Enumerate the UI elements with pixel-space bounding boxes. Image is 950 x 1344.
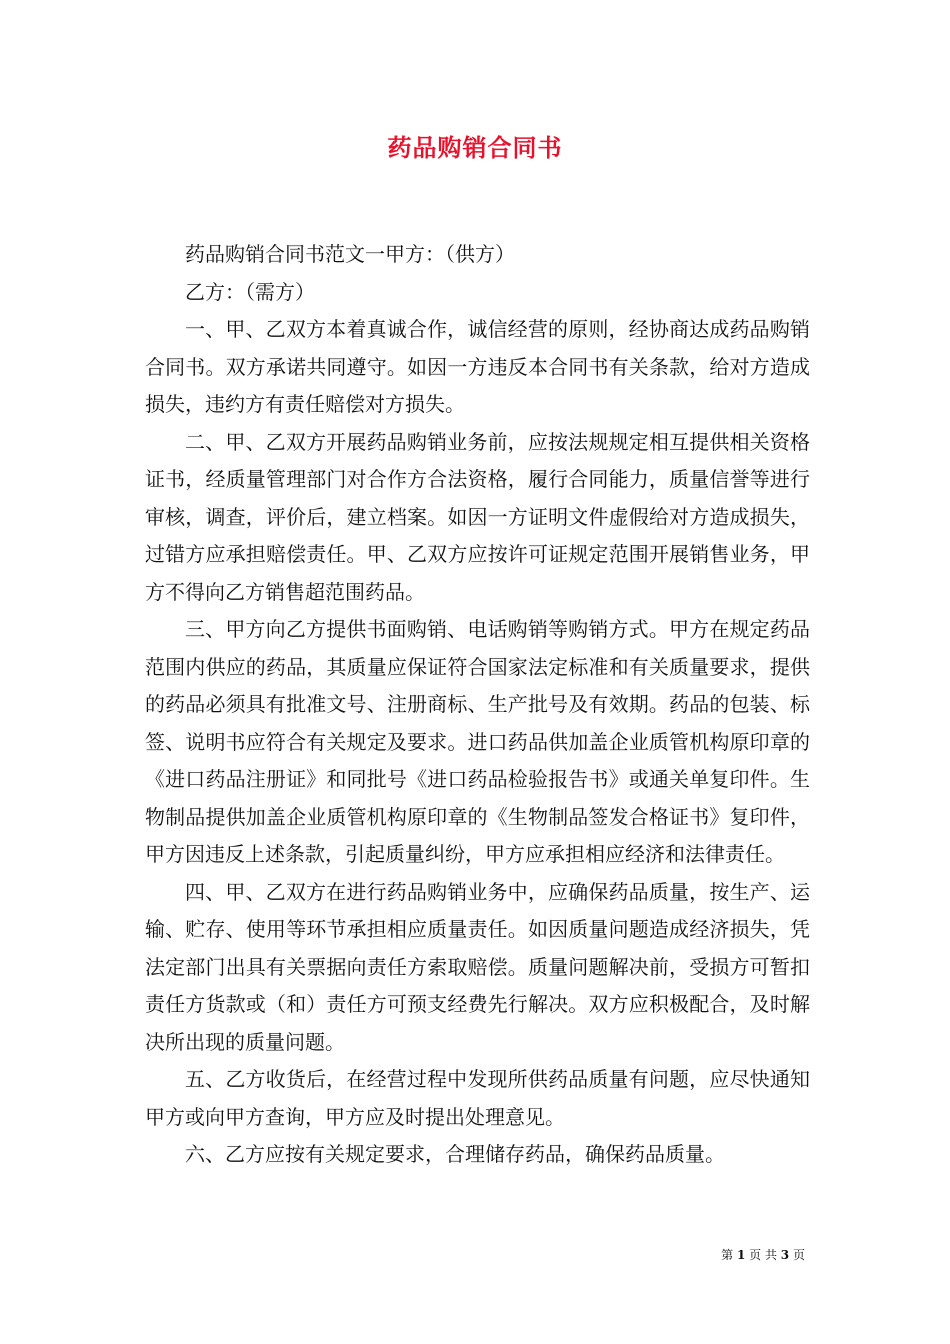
paragraph-clause-2: 二、甲、乙双方开展药品购销业务前，应按法规规定相互提供相关资格证书，经质量管理部门对合作方合法资格，履行合同能力，质量信誉等进行审核，调查，评价后，建立档案。如因一方证明文件虚假给对方造成损失，过错方应承担赔偿责任。甲、乙双方应按许可证规定范围开展销售业务，甲方不得向乙方销售超范围药品。 [145, 429, 810, 604]
paragraph-clause-5: 五、乙方收货后，在经营过程中发现所供药品质量有问题，应尽快通知甲方或向甲方查询，甲方应及时提出处理意见。 [145, 1067, 810, 1129]
document-body [145, 236, 810, 1174]
footer-prefix: 第 [721, 1248, 734, 1262]
paragraph-clause-4: 四、甲、乙双方在进行药品购销业务中，应确保药品质量，按生产、运输、贮存、使用等环节承担相应质量责任。如因质量问题造成经济损失，凭法定部门出具有关票据向责任方索取赔偿。质量问题解决前，受损方可暂扣责任方货款或（和）责任方可预支经费先行解决。双方应积极配合，及时解决所出现的质量问题。 [145, 879, 810, 1054]
paragraph-party-a: 药品购销合同书范文一甲方：（供方） [185, 242, 515, 266]
paragraph-party-b: 乙方：（需方） [185, 279, 315, 304]
paragraph-clause-6: 六、乙方应按有关规定要求，合理储存药品，确保药品质量。 [185, 1142, 725, 1166]
document-title: 药品购销合同书 [387, 133, 563, 162]
footer-suffix: 页 [792, 1248, 805, 1262]
footer-total-pages: 3 [780, 1248, 790, 1262]
footer-current-page: 1 [736, 1248, 746, 1262]
footer-middle: 页 共 [749, 1248, 777, 1262]
page-number-footer [721, 1247, 805, 1263]
paragraph-clause-3: 三、甲方向乙方提供书面购销、电话购销等购销方式。甲方在规定药品范围内供应的药品，其质量应保证符合国家法定标准和有关质量要求，提供的药品必须具有批准文号、注册商标、生产批号及有效期。药品的包装、标签、说明书应符合有关规定及要求。进口药品供加盖企业质管机构原印章的《进口药品注册证》和同批号《进口药品检验报告书》或通关单复印件。生物制品提供加盖企业质管机构原印章的《生物制品签发合格证书》复印件，甲方因违反上述条款，引起质量纠纷，甲方应承担相应经济和法律责任。 [145, 617, 810, 866]
paragraph-clause-1: 一、甲、乙双方本着真诚合作，诚信经营的原则，经协商达成药品购销合同书。双方承诺共同遵守。如因一方违反本合同书有关条款，给对方造成损失，违约方有责任赔偿对方损失。 [145, 317, 810, 416]
